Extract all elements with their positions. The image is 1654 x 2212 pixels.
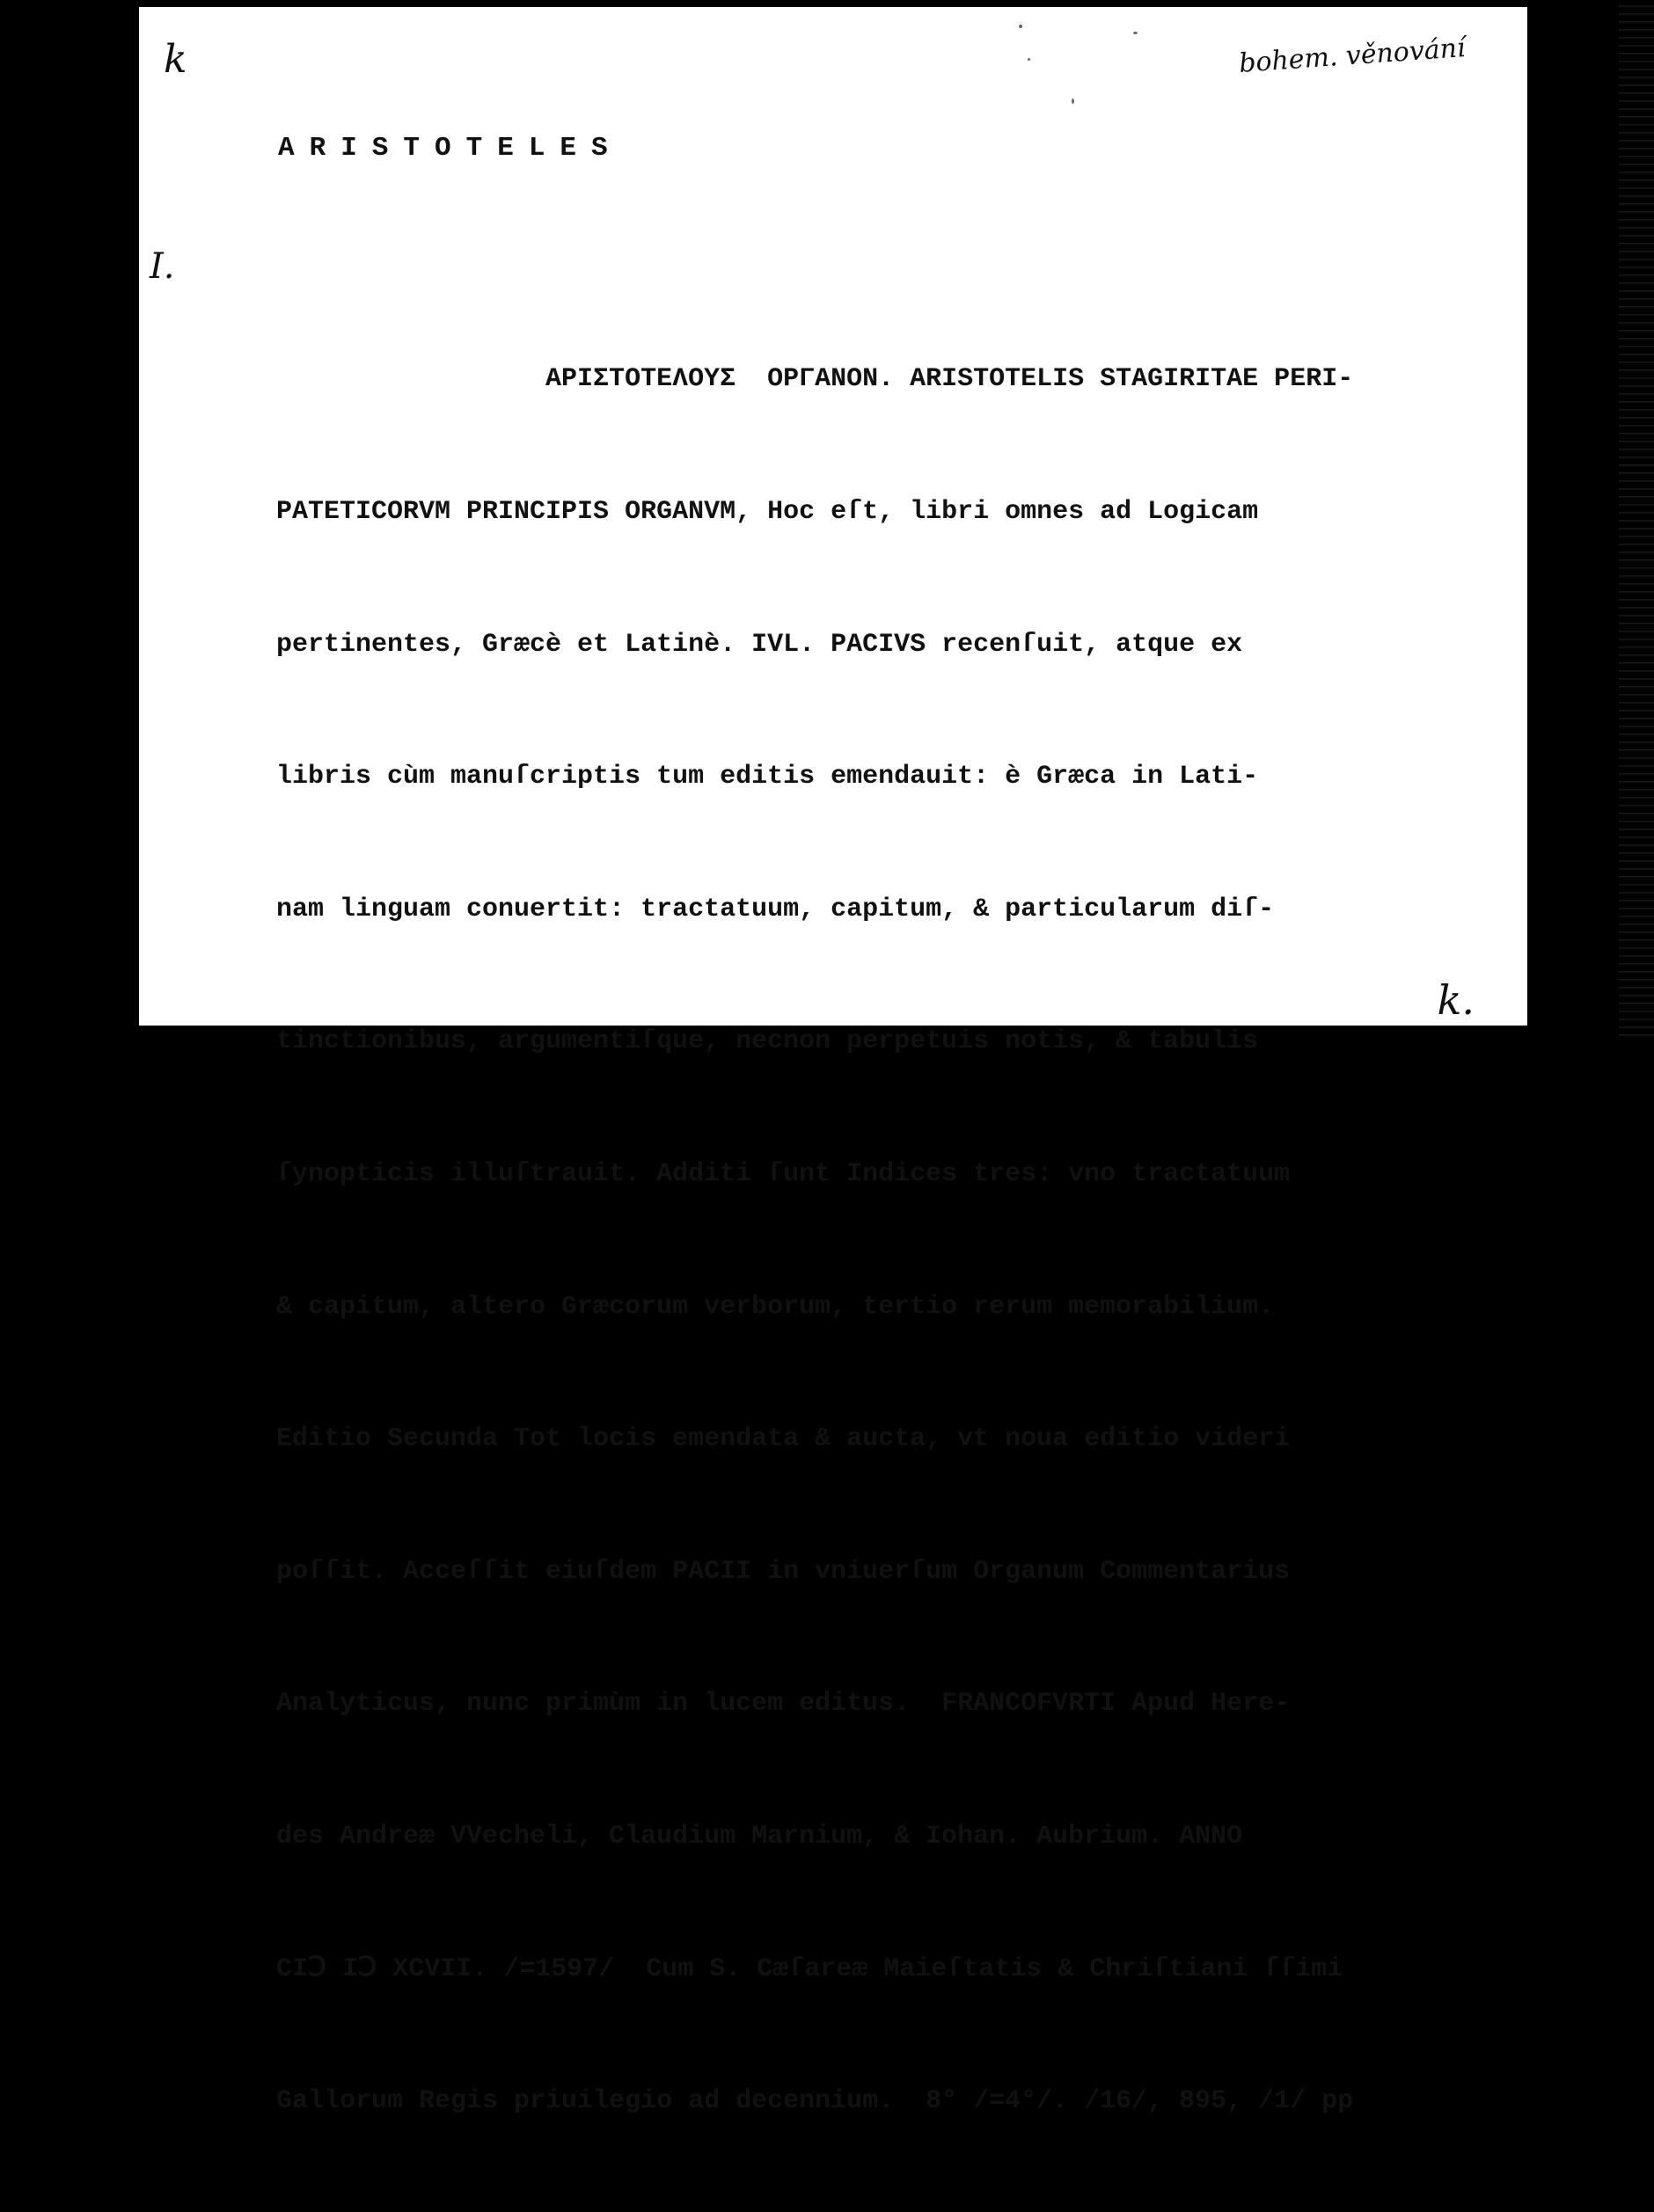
entry-line: libris cùm manuſcriptis tum editis emendauit: è Græca in Lati-: [276, 762, 1259, 792]
entry-line: & capitum, altero Græcorum verborum, tertio rerum memorabilium.: [276, 1291, 1275, 1322]
scan-speck: [1028, 58, 1030, 61]
entry-line: Analyticus, nunc primùm in lucem editus. FRANCOFVRTI Apud Here-: [276, 1689, 1291, 1719]
handwritten-note-top-right: bohem. věnování: [1238, 33, 1467, 79]
bibliographic-entry: [276, 269, 1464, 2212]
entry-line: Editio Secunda Tot locis emendata & aucta, vt noua editio videri: [276, 1424, 1291, 1455]
entry-line: nam linguam conuertit: tractatuum, capitum, & particularum diſ-: [276, 894, 1275, 924]
entry-line: Gallorum Regis priuilegio ad decennium. 8° /=4°/. /16/, 895, /1/ pp: [276, 2086, 1354, 2117]
entry-line: PATETICORVM PRINCIPIS ORGANVM, Hoc eſt, libri omnes ad Logicam: [276, 497, 1259, 527]
entry-line: ΑΡΙΣΤΟΤΕΛΟΥΣ ΟΡΓΑΝΟΝ. ARISTOTELIS STAGIRITAE PERI-: [276, 364, 1354, 395]
entry-line: CIↃ IↃ XCVII. /=1597/ Cum S. Cæſareæ Maieſtatis & Chriſtiani ſſimi: [276, 1953, 1343, 1984]
handwritten-mark-top-left: k: [164, 37, 187, 82]
entry-line: poſſit. Acceſſit eiuſdem PACII in vniuerſum Organum Commentarius: [276, 1556, 1291, 1587]
entry-line: des Andreæ VVecheli, Claudium Marnium, & Iohan. Aubrium. ANNO: [276, 1821, 1243, 1851]
entry-line: ſynopticis illuſtrauit. Additi ſunt Indices tres: vno tractatuum: [276, 1158, 1291, 1189]
scan-speck: [1072, 99, 1074, 104]
scan-speck: [1133, 32, 1138, 34]
scan-speck: [1019, 25, 1022, 28]
scan-edge-noise: [1619, 0, 1654, 1040]
catalog-card: [139, 7, 1527, 2117]
card-heading-author: ARISTOTELES: [278, 133, 623, 164]
entry-line: tinctionibus, argumentiſque, necnon perpetuis notis, & tabulis: [276, 1026, 1259, 1057]
handwritten-mark-bottom-right: k.: [1437, 976, 1475, 1024]
entry-line: pertinentes, Græcè et Latinè. IVL. PACIVS recenſuit, atque ex: [276, 629, 1243, 660]
handwritten-roman-numeral: I.: [150, 246, 175, 287]
